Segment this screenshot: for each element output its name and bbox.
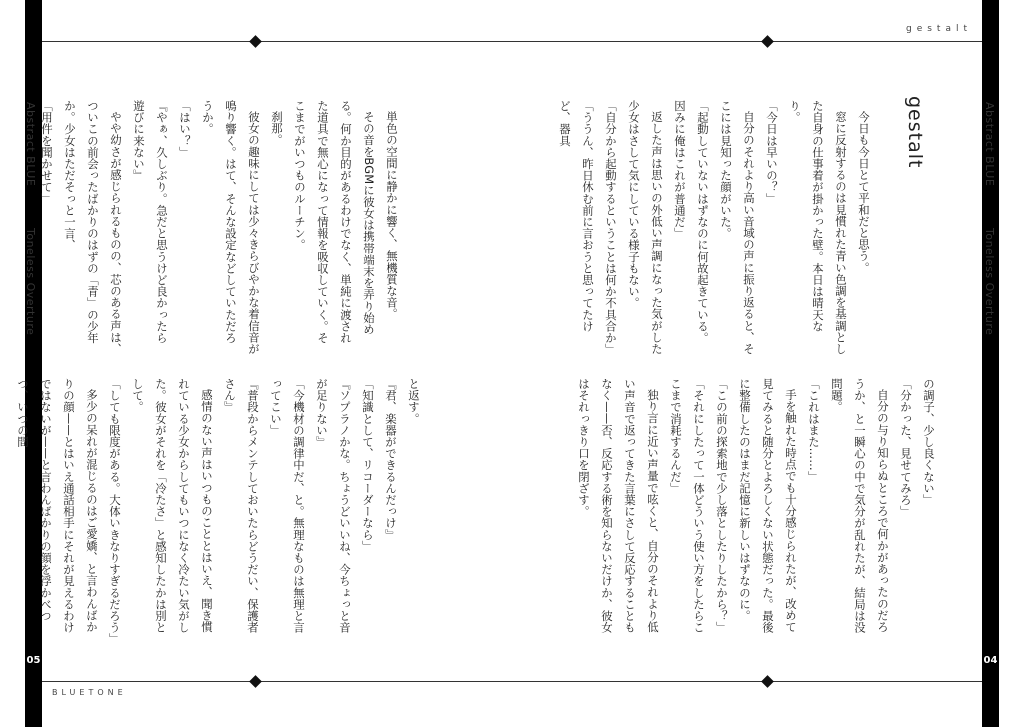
paragraph: 返した声は思いの外低い声調になった気がした少女はさして気にしている様子もない。 xyxy=(627,100,664,355)
paragraph: 彼女の趣味にしては少々きらびやかな着信音が鳴り響く。はて、そんな設定などしていただろうか。 xyxy=(201,100,261,355)
paragraph: 『君、楽器ができるんだっけ』 xyxy=(384,378,398,541)
page-number-left: 05 xyxy=(25,636,42,684)
paragraph: 感情のない声はいつものこととはいえ、聞き慣れている少女からしてもいつになく冷たい気がした。彼女がそれを「冷たさ」と感知したかは別として。 xyxy=(131,378,214,634)
paragraph: 「はい？」 xyxy=(178,100,192,158)
paragraph: 窓に反射するのは見慣れた青い色調を基調とした自身の仕事着が掛かった壁。本日は晴天なり。 xyxy=(788,100,848,355)
paragraph: 独り言に近い声量で呟くと、自分のそれより低い声音で返ってきた言葉にさして反応することもなく——否、反応する術を知らないだけか、彼女はそれっきり口を閉ざす。 xyxy=(577,378,660,634)
paragraph: 「しても限度がある。大体いきなりすぎるだろう」 xyxy=(108,378,122,645)
right-lower-block xyxy=(577,378,940,640)
left-lower-block xyxy=(16,378,425,645)
paragraph: 「分かった、見せてみろ」 xyxy=(899,378,913,518)
right-book-label: Abstract BLUE xyxy=(983,102,996,187)
bottom-left-diamond xyxy=(249,675,262,688)
paragraph: と返す。 xyxy=(407,378,421,425)
paragraph: 『ソプラノかな。ちょうどいいね、今ちょっと音が足りない』 xyxy=(315,378,352,634)
left-chapter-label: Toneless Overture xyxy=(24,228,37,336)
top-right-diamond xyxy=(761,35,774,48)
top-rule xyxy=(42,41,982,42)
bottom-right-diamond xyxy=(761,675,774,688)
paragraph: 「用件を聞かせて」 xyxy=(40,100,54,205)
paragraph: 「それにしたって一体どういう使い方をしたらここまで消耗するんだ」 xyxy=(669,378,706,634)
paragraph: 刹那。 xyxy=(270,111,284,147)
paragraph: の調子、少し良くない」 xyxy=(922,378,936,506)
page-number-right: 04 xyxy=(982,636,999,684)
paragraph: 「この前の探索地で少し落としたりしたから？」 xyxy=(715,378,729,634)
paragraph: 「知識として、リコーダーなら」 xyxy=(361,378,375,552)
paragraph: 自分のそれより高い音域の声に振り返ると、そこには見知った顔がいた。 xyxy=(719,100,756,355)
paragraph: 今日も今日とて平和だと思う。 xyxy=(857,111,871,274)
paragraph: 「これはまた……」 xyxy=(807,378,821,483)
paragraph: やや幼さが感じられるものの、芯のある声は、ついこの前会ったばかりのはずの「青」の少年か。少女はただそっと一言、 xyxy=(63,100,123,355)
paragraph: その音をBGMに彼女は携帯端末を弄り始める。何か目的があるわけでなく、単純に渡された道具で無心になって情報を吸収していく。そこまでがいつものルーチン。 xyxy=(293,100,376,344)
right-chapter-label: Toneless Overture xyxy=(983,228,996,336)
paragraph: 手を触れた時点でも十分感じられたが、改めて見てみると随分とよろしくない状態だった。最後に整備したのはまだ記憶に新しいはずなのに。 xyxy=(738,378,798,634)
paragraph: 「今日は早いの？」 xyxy=(765,100,779,205)
paragraph: 「起動していないはずなのに何故起きている。因みに俺はこれが普通だ」 xyxy=(673,100,710,344)
paragraph: 「今機材の調律中だ、と。無理なものは無理と言ってこい」 xyxy=(269,378,306,634)
paragraph: 自分の与り知らぬところで何かがあったのだろうか、と一瞬心の中で気分が乱れたが、結局は没問題。 xyxy=(830,378,890,634)
top-left-diamond xyxy=(249,35,262,48)
right-upper-block xyxy=(558,100,875,356)
paragraph: 「ううん、昨日休む前に言おうと思ってたけど、器具 xyxy=(558,100,595,332)
paragraph: 「自分から起動するということは何か不具合か」 xyxy=(604,100,618,356)
left-book-label: Abstract BLUE xyxy=(24,102,37,187)
running-foot: BLUETONE xyxy=(52,688,127,697)
paragraph: 多少の呆れが混じるのはご愛嬌、と言わんばかりの顔——とはいえ通話相手にそれが見えるわけではないが——と言わんばかりの顔を浮かべつつ、いつの間 xyxy=(16,378,99,634)
paragraph: 『やぁ、久しぶり。急だと思うけど良かったら遊びに来ない』 xyxy=(132,100,169,344)
paragraph: 単色の空間に静かに響く、無機質な音。 xyxy=(385,111,399,321)
running-head: gestalt xyxy=(905,24,972,34)
bottom-rule xyxy=(42,681,982,682)
paragraph: 『普段からメンテしておいたらどうだい、保護者さん』 xyxy=(223,378,260,634)
chapter-title: gestalt xyxy=(904,96,926,169)
left-upper-block xyxy=(40,100,403,355)
